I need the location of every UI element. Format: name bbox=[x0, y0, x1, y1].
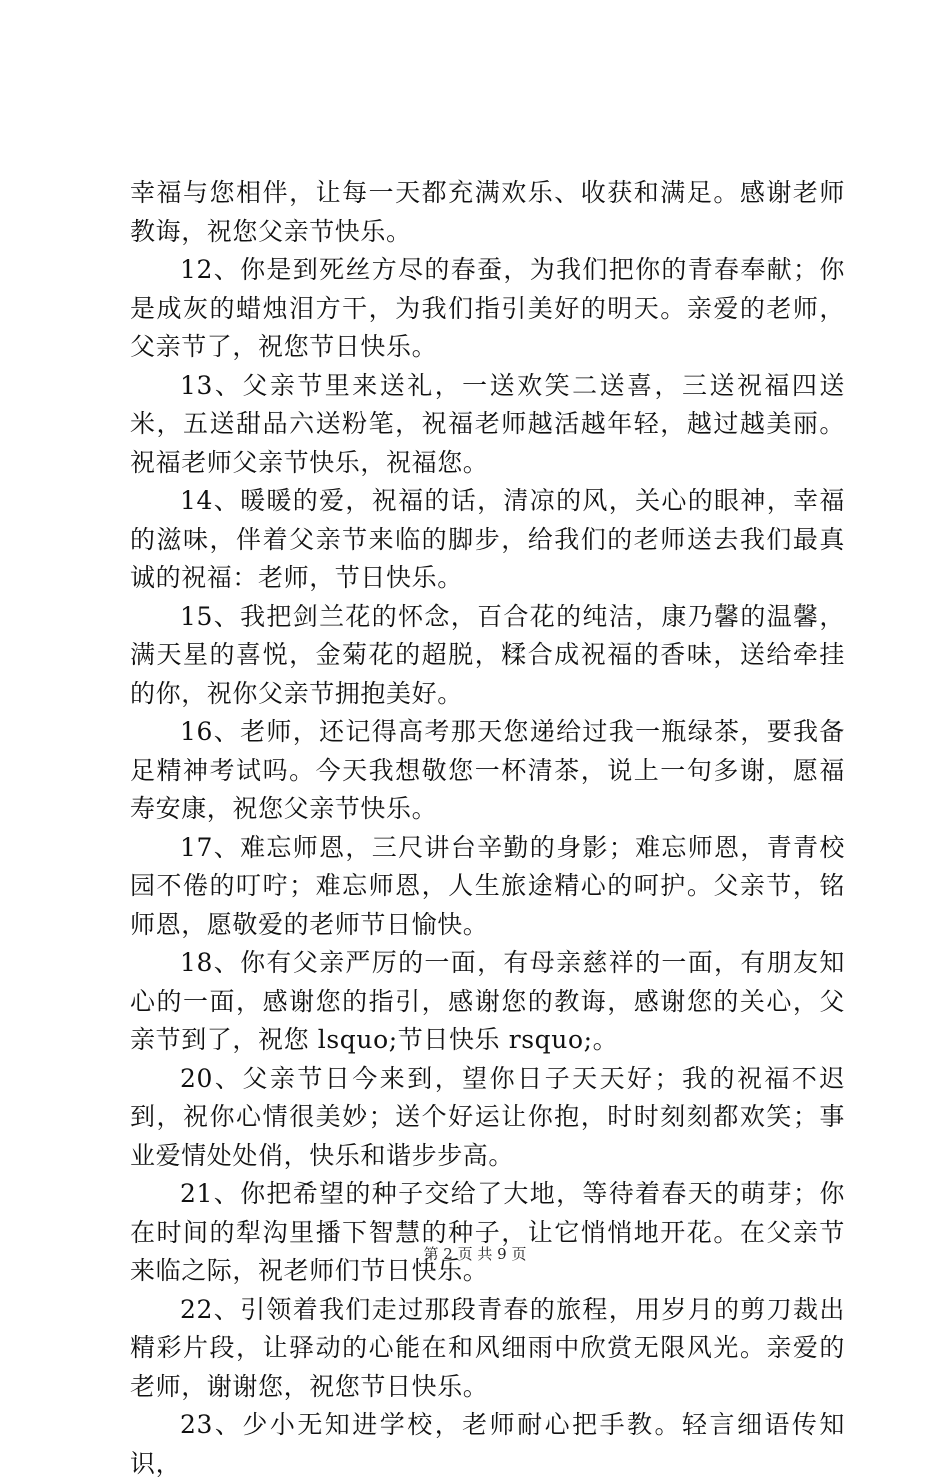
document-body bbox=[130, 174, 845, 1483]
paragraph-item-21: 21、你把希望的种子交给了大地，等待着春天的萌芽；你在时间的犁沟里播下智慧的种子，让它悄悄地开花。在父亲节来临之际，祝老师们节日快乐。 bbox=[130, 1179, 845, 1285]
paragraph-item-22: 22、引领着我们走过那段青春的旅程，用岁月的剪刀裁出精彩片段，让驿动的心能在和风细雨中欣赏无限风光。亲爱的老师，谢谢您，祝您节日快乐。 bbox=[130, 1294, 845, 1401]
page-number-footer: 第 2 页 共 9 页 bbox=[423, 1245, 527, 1263]
paragraph-item-15: 15、我把剑兰花的怀念，百合花的纯洁，康乃馨的温馨，满天星的喜悦，金菊花的超脱，糅合成祝福的香味，送给牵挂的你，祝你父亲节拥抱美好。 bbox=[130, 601, 845, 708]
paragraph-continued: 幸福与您相伴，让每一天都充满欢乐、收获和满足。感谢老师教诲，祝您父亲节快乐。 bbox=[130, 178, 845, 246]
paragraph-item-12: 12、你是到死丝方尽的春蚕，为我们把你的青春奉献；你是成灰的蜡烛泪方干，为我们指引美好的明天。亲爱的老师，父亲节了，祝您节日快乐。 bbox=[130, 255, 845, 361]
paragraph-item-20: 20、父亲节日今来到，望你日子天天好；我的祝福不迟到，祝你心情很美妙；送个好运让你抱，时时刻刻都欢笑；事业爱情处处俏，快乐和谐步步高。 bbox=[130, 1063, 845, 1170]
paragraph-item-13: 13、父亲节里来送礼，一送欢笑二送喜，三送祝福四送米，五送甜品六送粉笔，祝福老师越活越年轻，越过越美丽。祝福老师父亲节快乐，祝福您。 bbox=[130, 370, 845, 477]
paragraph-item-23: 23、少小无知进学校，老师耐心把手教。轻言细语传知识， bbox=[130, 1410, 845, 1478]
paragraph-item-16: 16、老师，还记得高考那天您递给过我一瓶绿茶，要我备足精神考试吗。今天我想敬您一杯清茶，说上一句多谢，愿福寿安康，祝您父亲节快乐。 bbox=[130, 717, 845, 823]
paragraph-item-14: 14、暖暖的爱，祝福的话，清凉的风，关心的眼神，幸福的滋味，伴着父亲节来临的脚步，给我们的老师送去我们最真诚的祝福：老师，节日快乐。 bbox=[130, 486, 845, 592]
paragraph-item-18: 18、你有父亲严厉的一面，有母亲慈祥的一面，有朋友知心的一面，感谢您的指引，感谢您的教诲，感谢您的关心，父亲节到了，祝您 lsquo;节日快乐 rsquo;。 bbox=[130, 948, 845, 1054]
paragraph-item-17: 17、难忘师恩，三尺讲台辛勤的身影；难忘师恩，青青校园不倦的叮咛；难忘师恩，人生旅途精心的呵护。父亲节，铭师恩，愿敬爱的老师节日愉快。 bbox=[130, 832, 845, 939]
